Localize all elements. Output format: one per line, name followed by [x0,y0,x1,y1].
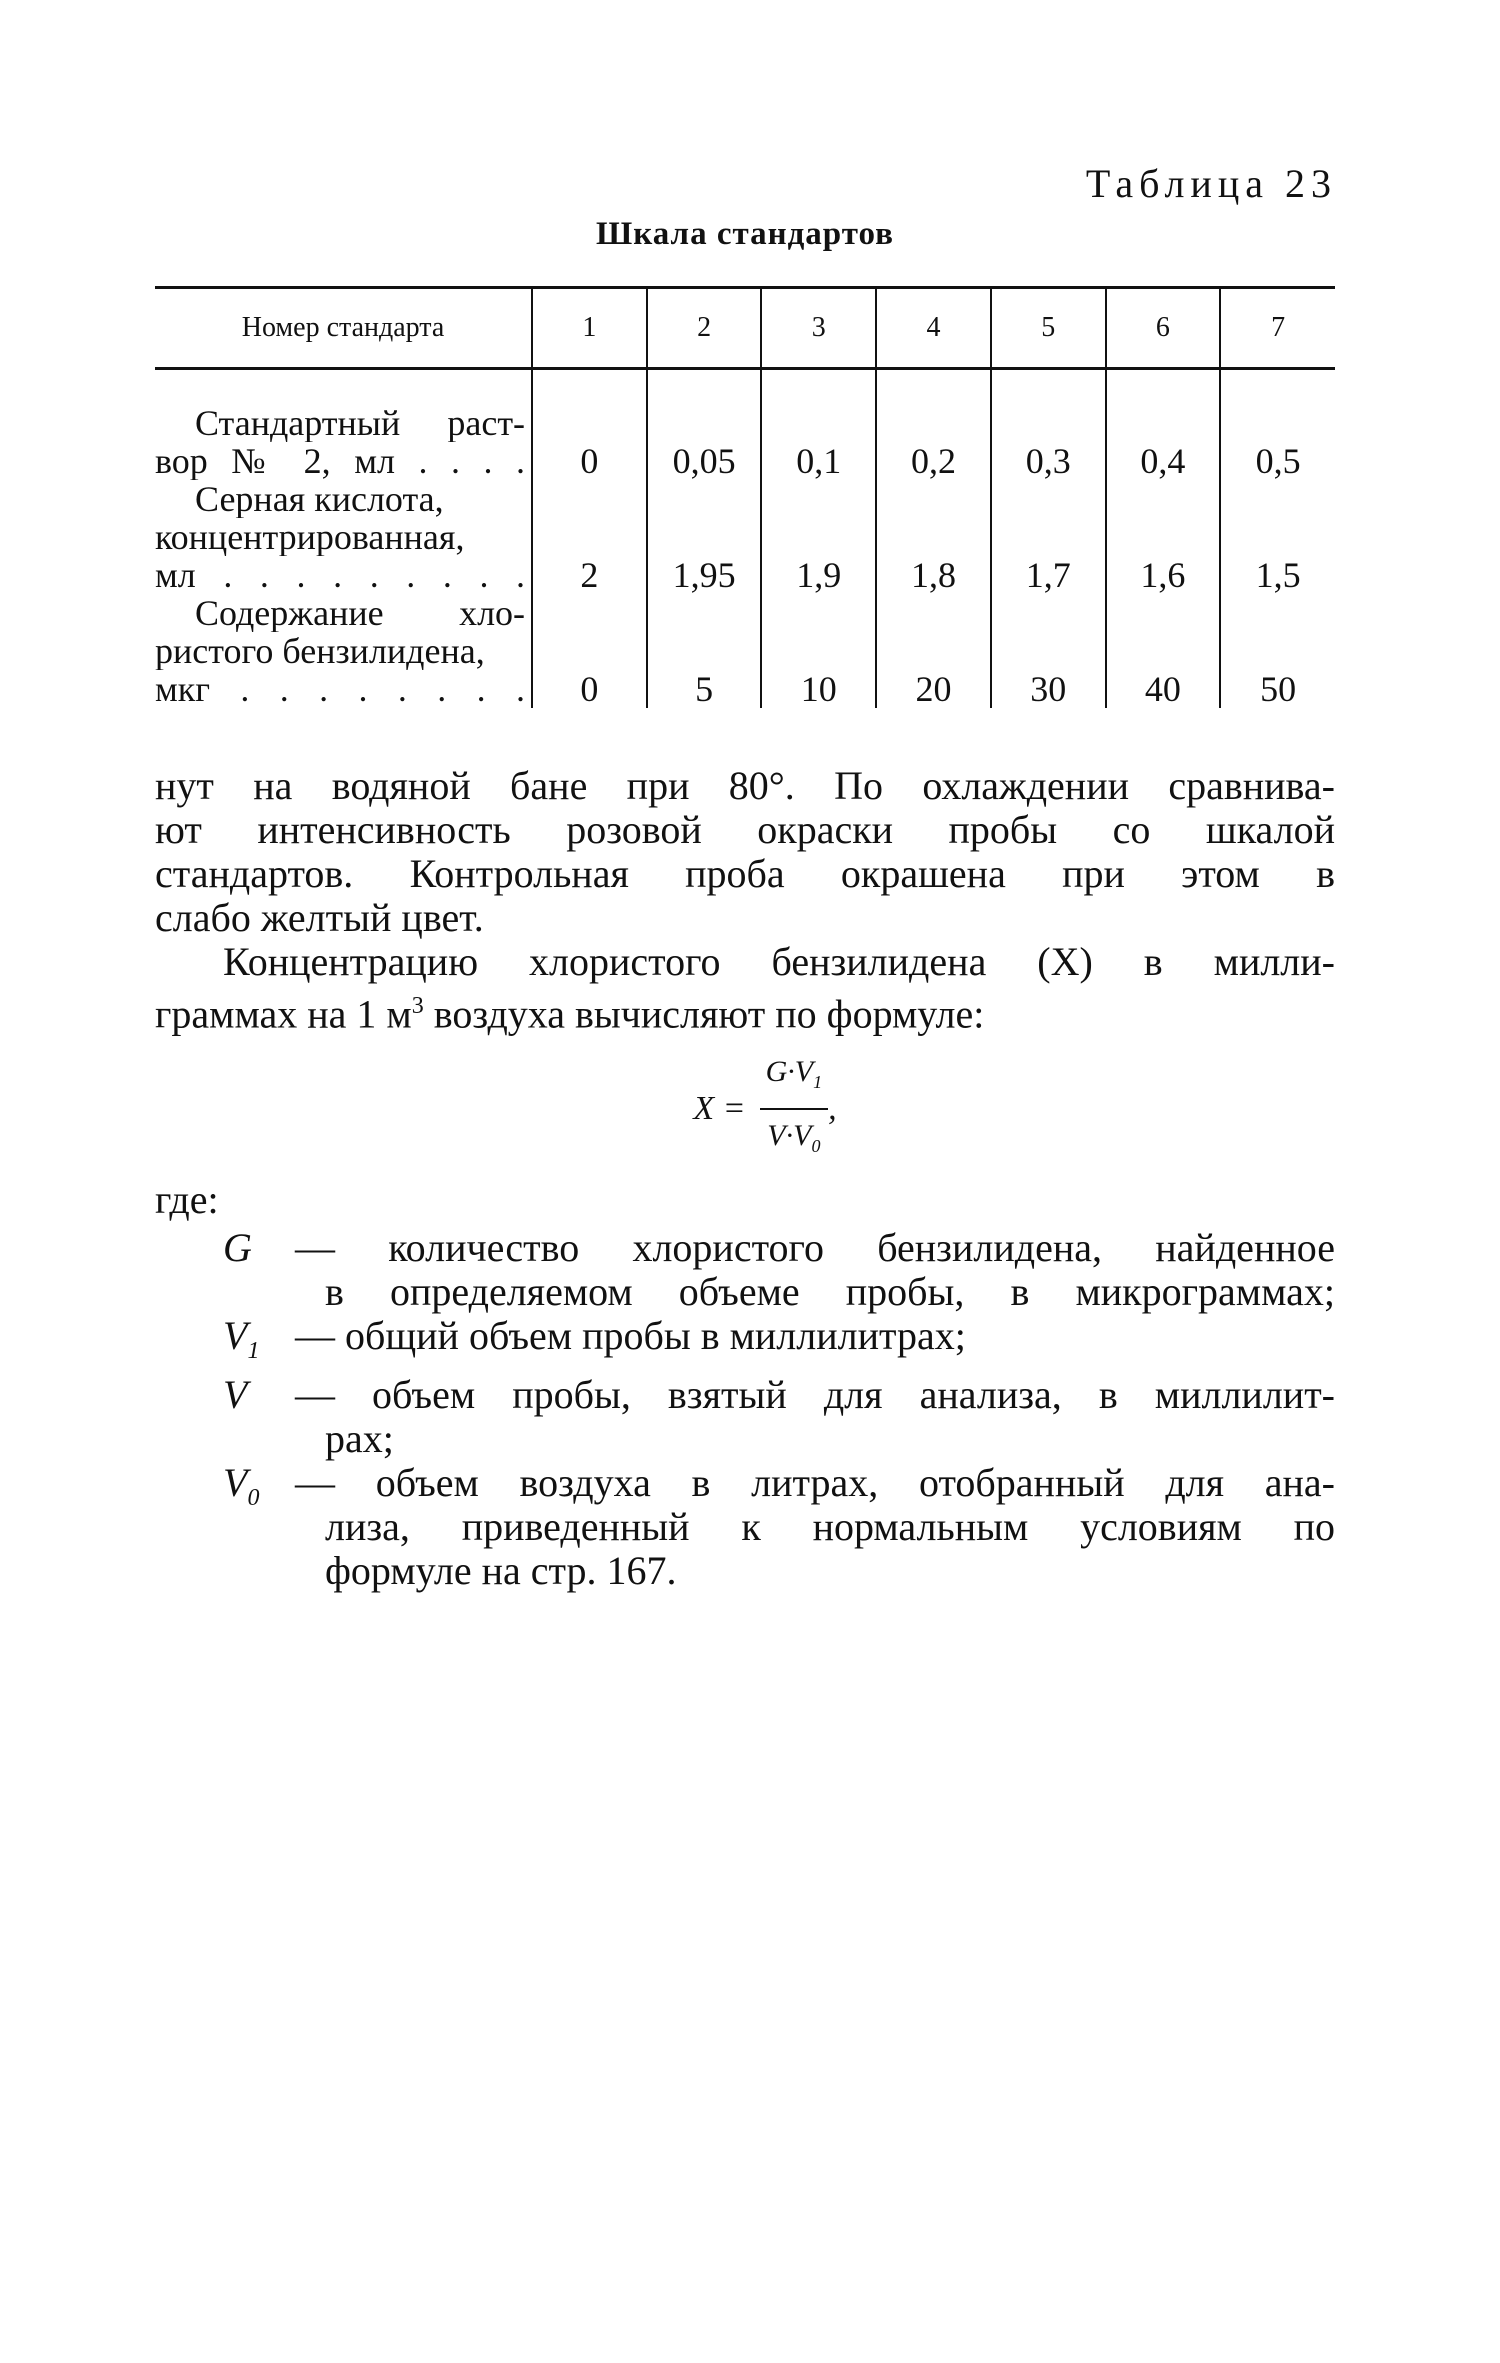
text-line: в определяемом объеме пробы, в микрограммах; [325,1269,1335,1315]
symbol-text: V [223,1313,248,1359]
table-cell: 0,05 [647,369,762,481]
text-line: — объем воздуха в литрах, отобранный для ана- [295,1460,1335,1506]
formula-denominator-text: V·V [767,1119,812,1153]
definitions-list [155,1226,1335,1593]
text-line: ют интенсивность розовой окраски пробы со шкалой [155,807,1335,852]
definition-item [155,1226,1335,1314]
definition-symbol [155,1226,295,1314]
text-fragment: граммах на 1 м [155,991,412,1037]
table-cell: 1,5 [1220,480,1335,594]
header-std-2: 2 [647,288,762,369]
formula [155,1050,1335,1168]
formula-fraction [760,1050,829,1168]
header-std-5: 5 [991,288,1106,369]
text-line [155,984,1335,1036]
text-line: нут на водяной бане при 80°. По охлаждении сравнива- [155,763,1335,808]
row-label-line: Стандартный раст- [195,404,526,442]
paragraph-concentration [155,940,1335,1036]
table-cell: 1,95 [647,480,762,594]
table-cell: 10 [761,594,876,708]
definition-symbol [155,1461,295,1593]
table-cell: 2 [532,480,647,594]
definition-text [295,1226,1335,1314]
definition-text [295,1373,1335,1461]
formula-denominator-sub: 0 [811,1136,821,1157]
definition-text [295,1461,1335,1593]
table-title: Шкала стандартов [596,216,894,252]
text-line: — объем пробы, взятый для анализа, в миллилит- [295,1372,1335,1418]
row-label-line: Содержание хло- [195,594,526,632]
text-line: стандартов. Контрольная проба окрашена при этом в [155,851,1335,896]
header-std-7: 7 [1220,288,1335,369]
row-label [155,594,532,708]
table-cell: 0 [532,594,647,708]
text-line: рах; [325,1416,394,1462]
table-cell: 1,6 [1106,480,1221,594]
formula-lhs: X = [693,1090,746,1128]
row-label-line: концентрированная, [155,518,465,556]
row-label [155,369,532,481]
where-label: где: [155,1177,219,1223]
definition-symbol [155,1314,295,1373]
definition-item [155,1373,1335,1461]
table-cell: 0,1 [761,369,876,481]
symbol-text: G [223,1225,252,1271]
row-label-line: мл . . . . . . . . . [155,556,526,594]
superscript: 3 [411,993,424,1019]
body-text [155,764,1335,1593]
row-label-line: Серная кислота, [195,480,444,518]
text-line: слабо желтый цвет. [155,895,484,940]
table-cell: 1,7 [991,480,1106,594]
text-line: Концентрацию хлористого бензилидена (X) в милли- [223,939,1335,984]
formula-numerator [760,1050,829,1110]
table-number-label: Таблица 23 [1085,161,1337,206]
symbol-sub: 0 [247,1485,260,1512]
table-row-sulfuric-acid [155,480,1335,594]
definition-item [155,1314,1335,1373]
symbol-sub: 1 [247,1338,260,1365]
paragraph-cooling [155,764,1335,940]
formula-denominator [767,1110,820,1168]
definition-text [295,1314,1335,1373]
text-line: — общий объем пробы в миллилитрах; [295,1313,966,1359]
row-label-line: ристого бензилидена, [155,632,485,670]
table-cell: 0,5 [1220,369,1335,481]
table-cell: 40 [1106,594,1221,708]
table-cell: 0,4 [1106,369,1221,481]
table-row-benzylidene-content [155,594,1335,708]
text-line: формуле на стр. 167. [325,1548,677,1594]
table-cell: 30 [991,594,1106,708]
header-standard-number: Номер стандарта [155,288,532,369]
table-cell: 50 [1220,594,1335,708]
table-cell: 1,8 [876,480,991,594]
formula-numerator-sub: 1 [813,1072,823,1093]
table-header-row [155,288,1335,369]
header-std-3: 3 [761,288,876,369]
definition-symbol [155,1373,295,1461]
table-cell: 0,3 [991,369,1106,481]
table-cell: 20 [876,594,991,708]
standards-scale-table [155,286,1335,708]
table-cell: 1,9 [761,480,876,594]
definition-item [155,1461,1335,1593]
table-cell: 5 [647,594,762,708]
text-fragment: воздуха вычисляют по формуле: [423,991,985,1037]
table-cell: 0 [532,369,647,481]
symbol-text: V [223,1460,248,1506]
formula-trailing: , [828,1090,837,1128]
formula-numerator-text: G·V [765,1055,814,1089]
row-label-line: мкг . . . . . . . . [155,670,526,708]
row-label-line: вор № 2, мл . . . . [155,442,526,480]
row-label [155,480,532,594]
header-std-1: 1 [532,288,647,369]
text-line: — количество хлористого бензилидена, найденное [295,1225,1335,1271]
header-std-4: 4 [876,288,991,369]
symbol-text: V [223,1372,248,1418]
header-std-6: 6 [1106,288,1221,369]
table-cell: 0,2 [876,369,991,481]
text-line: лиза, приведенный к нормальным условиям по [325,1504,1335,1550]
document-page [155,160,1335,1593]
table-row-standard-solution [155,369,1335,481]
